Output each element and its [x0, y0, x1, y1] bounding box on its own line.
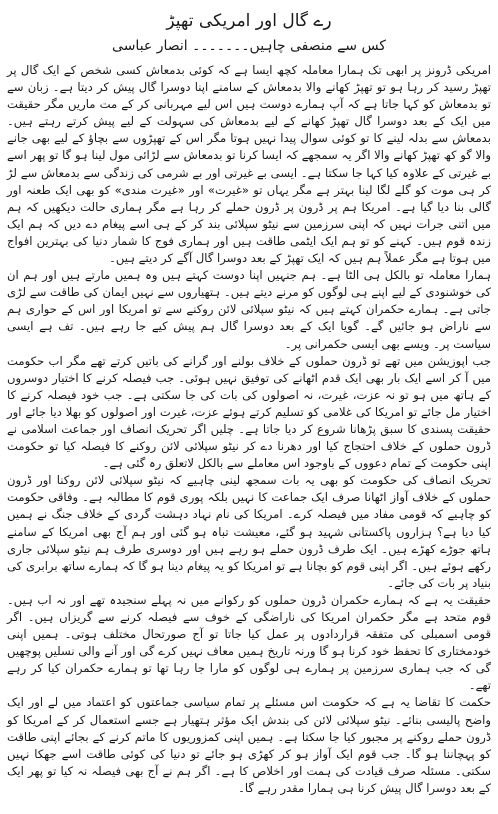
article-body — [7, 62, 491, 797]
article-paragraph: جب اپوزیشن میں تھے تو ڈرون حملوں کے خلاف بولنے اور گرانے کی باتیں کرتے تھے مگر اب حکومت میں آ کر اسے ایک بار بھی ایک قدم اٹھانے کی توفیق نہیں ہوئی۔ جب فیصلہ کرنے کا اختیار دوسروں کے ہاتھ میں ہو تو نہ عزت، غیرت، نہ اصولوں کی بات کی جا سکتی ہے۔ جب خود فیصلہ کرنے کا اختیار مل جائے تو امریکا کی غلامی کو تسلیم کرتے ہوئے عزت، غیرت اور اصولوں کو بھلا دیا جائے اور حقیقت پسندی کا سبق پڑھانا شروع کر دیا جاتا ہے۔ چلیں اگر تحریک انصاف اور جماعت اسلامی نے ڈرون حملوں کے خلاف احتجاج کیا اور دھرنا دے کر نیٹو سپلائی لائن روکنے کا فیصلہ کیا تو حکومت اپنی حکومت کے تمام دعووں کے باوجود اس معاملے سے بالکل لاتعلق رہ گئی ہے۔ — [7, 353, 491, 471]
article-byline: کس سے منصفی چاہیں۔۔۔۔۔۔۔ انصار عباسی — [112, 38, 386, 54]
article-title: رے گال اور امریکی تھپڑ — [166, 11, 332, 31]
article-paragraph: حقیقت یہ ہے کہ ہمارے حکمران ڈرون حملوں کو رکوانے میں نہ پہلے سنجیدہ تھے اور نہ اب ہیں۔ قوم متحد ہے مگر حکمران امریکا کی ناراضگی کے خوف سے فیصلہ کرنے سے گریزاں ہیں۔ اگر قومی اسمبلی کی متفقہ قراردادوں پر عمل کیا جاتا تو آج صورتحال مختلف ہوتی۔ ہمیں اپنی خودمختاری کا تحفظ خود کرنا ہو گا ورنہ تاریخ ہمیں معاف نہیں کرے گی اور آنے والی نسلیں پوچھیں گی کہ جب ہماری سرزمین پر ہمارے ہی لوگوں کو مارا جا رہا تھا تو ہمارے حکمران کیا کر رہے تھے۔ — [7, 592, 491, 693]
article-paragraph: امریکی ڈرونز پر ابھی تک ہمارا معاملہ کچھ ایسا ہے کہ کوئی بدمعاش کسی شخص کے ایک گال پر تھپڑ رسید کر رہا ہو تو تھپڑ کھانے والا بدمعاش کے سامنے اپنا دوسرا گال پیش کر دیتا ہے۔ زبان سے تو بدمعاش کو کہا جاتا ہے کہ آپ ہمارے دوست ہیں اس لیے مہربانی کر کے مت ماریں مگر حقیقت میں ایک کے بعد دوسرا گال تھپڑ کھانے کے لیے بدمعاش کی سہولت کے لیے پیش کرتے رہتے ہیں۔ بدمعاش سے بدلہ لینے کا تو کوئی سوال پیدا نہیں ہوتا مگر اس کے تھپڑوں سے بچاؤ کے لیے بھی جانے والا گو کھ تھپڑ کھانے والا اگر یہ سمجھے کہ ایسا کرنا تو بدمعاش سے لڑائی مول لینا ہو گا تو پھر اسے بے غیرتی کے علاوہ کیا کہا جا سکتا ہے۔ ایسی بے غیرتی اور بے شرمی کی زندگی سے بدمعاش سے لڑ کر ہی موت کو گلے لگا لینا بہتر ہے مگر یہاں تو «غیرت» اور «غیرت مندی» کو بھی ایک طعنہ اور گالی بنا دیا گیا ہے۔ امریکا ہم پر ڈرون پر ڈرون حملے کر رہا ہے مگر ہماری حالت دیکھیں کہ ہم میں اتنی جرات نہیں کہ اپنی سرزمین سے نیٹو سپلائی بند کر کے ہی اسے پیغام دے دیں کہ ہم ایک زندہ قوم ہیں۔ کہنے کو تو ہم ایک ایٹمی طاقت ہیں اور ہماری فوج کا شمار دنیا کی بہترین افواج میں ہوتا ہے مگر عملاً ہم ہیں کہ ایک تھپڑ کے بعد دوسرا گال آگے کر دیتے ہیں۔ — [7, 63, 491, 266]
article-paragraph: حکمت کا تقاضا یہ ہے کہ حکومت اس مسئلے پر تمام سیاسی جماعتوں کو اعتماد میں لے اور ایک واضح پالیسی بنائے۔ نیٹو سپلائی لائن کی بندش ایک مؤثر ہتھیار ہے جسے استعمال کر کے امریکا کو ڈرون حملے روکنے پر مجبور کیا جا سکتا ہے۔ ہمیں اپنی کمزوریوں کا ماتم کرنے کے بجائے اپنی طاقت کو پہچاننا ہو گا۔ جب قوم ایک آواز ہو کر کھڑی ہو جائے تو دنیا کی کوئی طاقت اسے جھکا نہیں سکتی۔ مسئلہ صرف قیادت کی ہمت اور اخلاص کا ہے۔ اگر ہم نے آج بھی فیصلہ نہ کیا تو پھر ایک کے بعد دوسرا گال پیش کرنا ہی ہمارا مقدر رہے گا۔ — [7, 695, 491, 795]
article-paragraph: ہمارا معاملہ تو بالکل ہی الٹا ہے۔ ہم جنہیں اپنا دوست کہتے ہیں وہ ہمیں مارتے ہیں اور ہم ان کی خوشنودی کے لیے اپنے ہی لوگوں کو مرنے دیتے ہیں۔ ہتھیاروں سے نہیں ایمان کی طاقت سے لڑی جاتی ہے۔ ہمارے حکمران کہتے ہیں کہ نیٹو سپلائی لائن روکنے سے تو امریکا اور اس کے حواری ہم سے ناراض ہو جائیں گے۔ گویا ایک کے بعد دوسرا گال ہم پیش کیے جا رہے ہیں۔ تف ہے ایسی سیاست پر۔ ویسے بھی ایسی حکمرانی پر۔ — [7, 268, 491, 351]
article-paragraph: تحریک انصاف کی حکومت کو بھی یہ بات سمجھ لینی چاہیے کہ نیٹو سپلائی لائن روکنا اور ڈرون حملوں کے خلاف آواز اٹھانا صرف ایک جماعت کا نہیں بلکہ پوری قوم کا مطالبہ ہے۔ وفاقی حکومت کو چاہیے کہ قومی مفاد میں فیصلہ کرے۔ امریکا کی نام نہاد دہشت گردی کے خلاف جنگ نے ہمیں کیا دیا ہے؟ ہزاروں پاکستانی شہید ہو گئے، معیشت تباہ ہو گئی اور ہم آج بھی امریکا کے سامنے ہاتھ جوڑے کھڑے ہیں۔ ایک طرف ڈرون حملے ہو رہے ہیں اور دوسری طرف ہم نیٹو سپلائی جاری رکھے ہوئے ہیں۔ اگر اپنی قوم کو بچانا ہے تو امریکا کو یہ پیغام دینا ہو گا کہ ہمارے ساتھ برابری کی بنیاد پر بات کی جائے۔ — [7, 473, 491, 590]
